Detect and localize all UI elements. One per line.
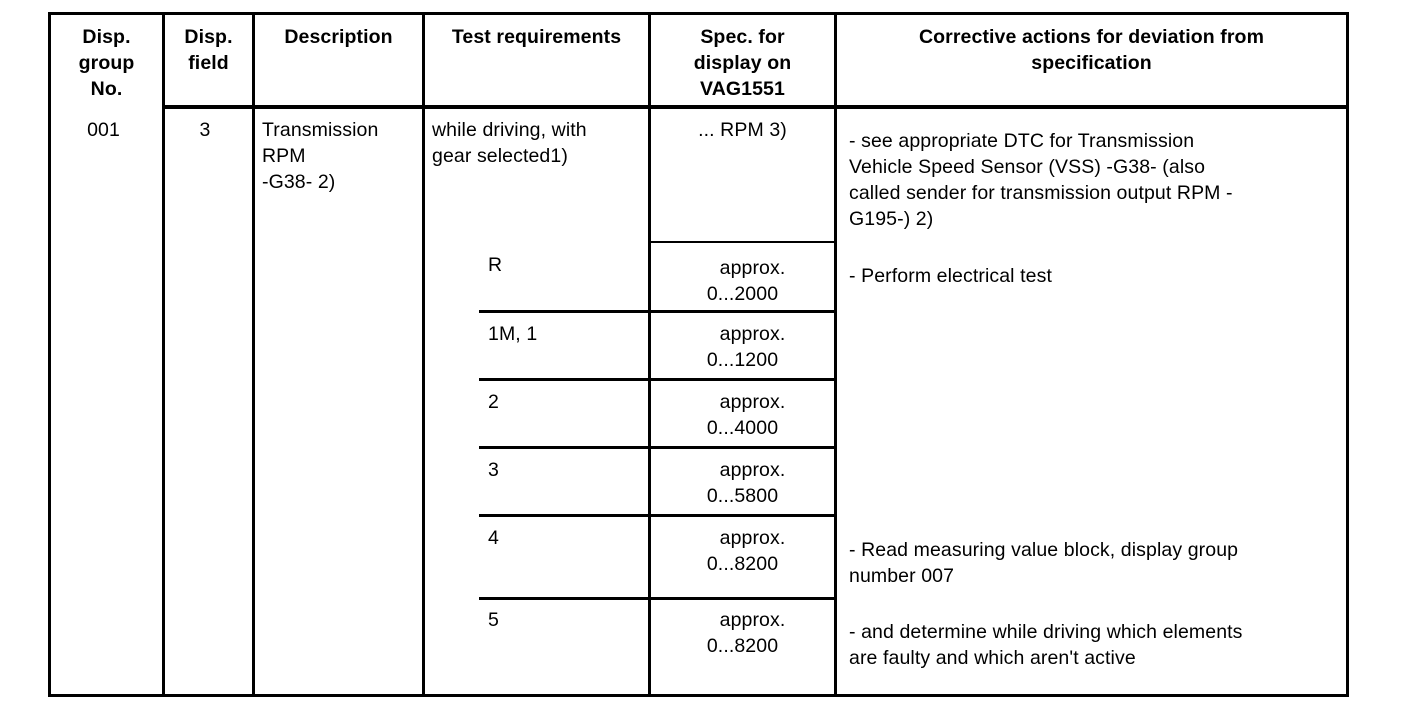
gear-spec (651, 607, 834, 659)
corrective-action-measuring (849, 537, 1238, 589)
gear-divider-2 (479, 310, 835, 313)
gear-spec-line: 0...8200 (706, 553, 779, 575)
gear-label: 2 (488, 391, 499, 413)
corrective-action-determine (849, 619, 1243, 671)
col-divider-5 (834, 12, 837, 697)
header-line: group (78, 52, 135, 74)
corrective-line: Vehicle Speed Sensor (VSS) -G38- (also (849, 156, 1206, 178)
header-corrective-actions (837, 24, 1346, 76)
col-divider-2 (252, 12, 255, 697)
gear-spec-line: approx. (719, 527, 786, 549)
header-line: field (188, 52, 229, 74)
header-line: Spec. for (700, 26, 785, 48)
gear-divider-6 (479, 597, 835, 600)
description-line: Transmission (262, 119, 379, 141)
header-line: VAG1551 (700, 78, 785, 100)
corrective-line: are faulty and which aren't active (849, 647, 1136, 669)
test-line: gear selected1) (432, 145, 568, 167)
gear-spec-line: approx. (719, 391, 786, 413)
header-line: Test requirements (451, 26, 622, 48)
header-group-no (51, 24, 162, 102)
group-number: 001 (87, 119, 120, 141)
header-description (255, 24, 422, 50)
header-line: display on (693, 52, 792, 74)
table-border-left (48, 12, 51, 697)
gear-spec-line: approx. (719, 323, 786, 345)
header-line: Description (284, 26, 393, 48)
header-line: Disp. (82, 26, 131, 48)
header-line: specification (1031, 52, 1152, 74)
description-cell (262, 117, 378, 195)
header-spec (651, 24, 834, 102)
corrective-line: - Read measuring value block, display group (849, 539, 1239, 561)
gear-label: 5 (488, 609, 499, 631)
gear-spec-line: 0...8200 (706, 635, 779, 657)
gear-label: 3 (488, 459, 499, 481)
gear-spec-line: 0...2000 (706, 283, 779, 305)
test-requirement-cell (432, 117, 587, 169)
corrective-line: - and determine while driving which elements (849, 621, 1243, 643)
gear-spec (651, 389, 834, 441)
gear-spec (651, 457, 834, 509)
header-test-requirements (425, 24, 648, 50)
gear-spec-line: 0...5800 (706, 485, 779, 507)
spec-main-cell: ... RPM 3) (698, 119, 787, 141)
table-border-bottom (48, 694, 1349, 697)
test-line: while driving, with (432, 119, 587, 141)
table-border-top (48, 12, 1349, 15)
gear-spec-line: approx. (719, 609, 786, 631)
col-divider-1 (162, 12, 165, 697)
gear-spec (651, 525, 834, 577)
gear-spec-line: approx. (719, 257, 786, 279)
col-divider-3 (422, 12, 425, 697)
gear-spec-line: 0...1200 (706, 349, 779, 371)
header-line: Disp. (184, 26, 233, 48)
corrective-action-electrical (849, 263, 1052, 289)
gear-spec-line: approx. (719, 459, 786, 481)
gear-divider-4 (479, 446, 835, 449)
description-line: RPM (262, 145, 306, 167)
header-line: No. (90, 78, 123, 100)
description-line: -G38- 2) (262, 171, 336, 193)
corrective-line: number 007 (849, 565, 955, 587)
header-line: Corrective actions for deviation from (918, 26, 1265, 48)
corrective-line: called sender for transmission output RPM - (849, 182, 1233, 204)
gear-spec (651, 255, 834, 307)
gear-divider-5 (479, 514, 835, 517)
corrective-action-dtc (849, 128, 1233, 232)
header-divider (162, 105, 1349, 109)
corrective-line: G195-) 2) (849, 208, 934, 230)
table-border-right (1346, 12, 1349, 697)
field-number: 3 (199, 119, 211, 141)
gear-label: 1M, 1 (488, 323, 538, 345)
gear-label: R (488, 254, 503, 276)
gear-spec (651, 321, 834, 373)
corrective-line: - see appropriate DTC for Transmission (849, 130, 1195, 152)
corrective-line: - Perform electrical test (849, 265, 1052, 287)
gear-divider-3 (479, 378, 835, 381)
gear-label: 4 (488, 527, 499, 549)
header-field (165, 24, 252, 76)
gear-spec-line: 0...4000 (706, 417, 779, 439)
gear-divider-1 (651, 241, 835, 243)
